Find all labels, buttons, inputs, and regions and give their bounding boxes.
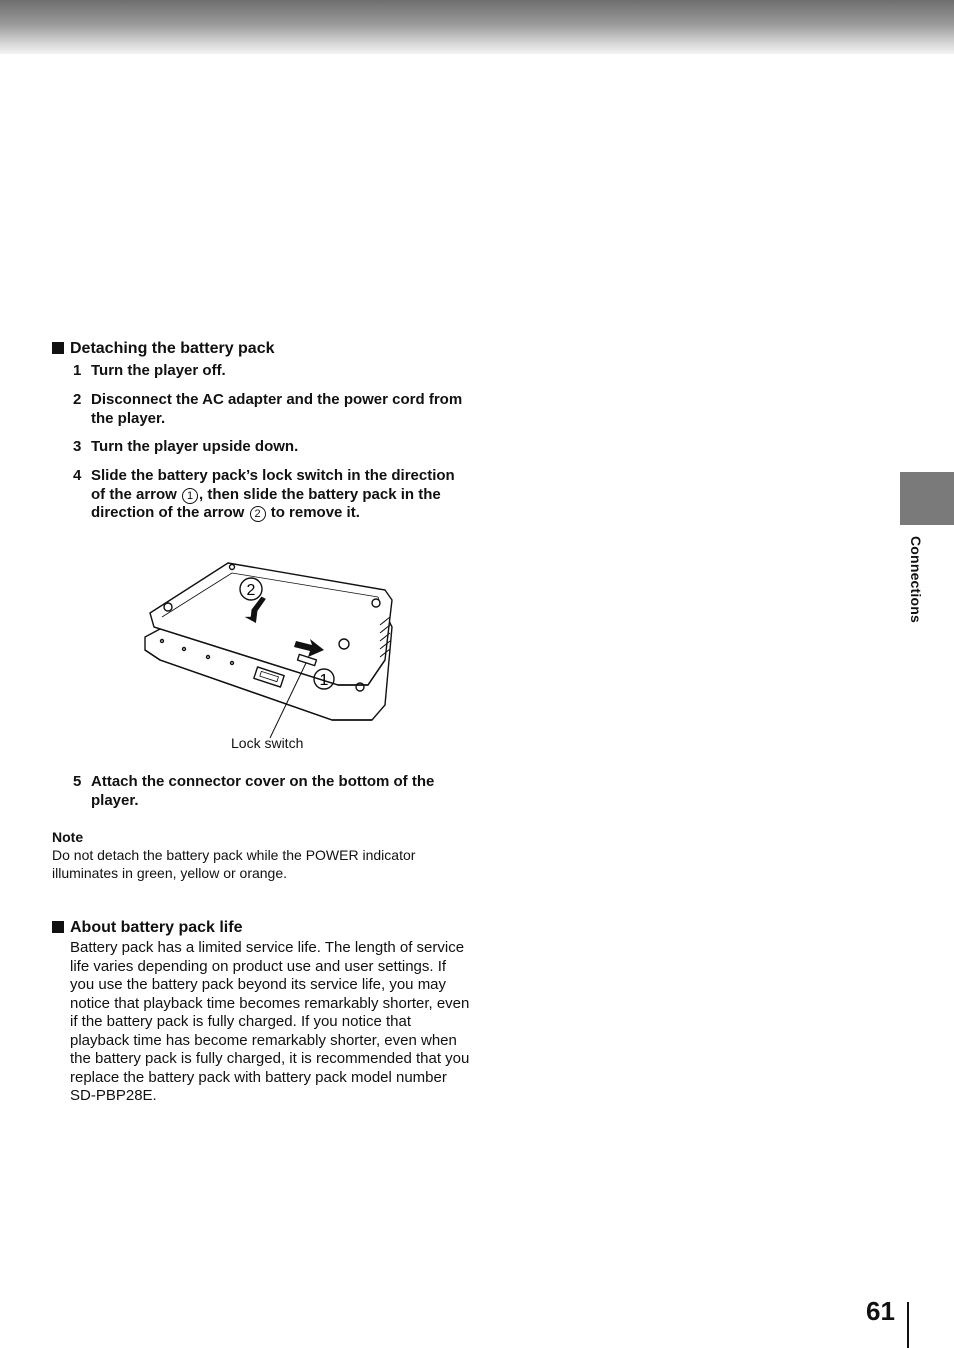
step-1 bbox=[73, 362, 473, 381]
chapter-tab-marker bbox=[900, 472, 954, 525]
figure-marker-2: 2 bbox=[246, 582, 256, 599]
step-2 bbox=[73, 391, 473, 428]
step-text: Turn the player off. bbox=[91, 362, 226, 379]
circled-number-2-icon: 2 bbox=[250, 506, 266, 522]
step-number: 2 bbox=[73, 391, 82, 408]
header-gradient-band bbox=[0, 0, 954, 54]
section-heading-text: Detaching the battery pack bbox=[70, 340, 275, 357]
note-body: Do not detach the battery pack while the POWER indicator illuminates in green, yellow or orange. bbox=[52, 847, 416, 881]
step-text-part: , then slide the battery pack in the direction of the arrow bbox=[91, 485, 441, 521]
step-text-part: Slide the battery pack’s lock switch in the direction of the arrow bbox=[91, 467, 455, 503]
step-text: Turn the player upside down. bbox=[91, 438, 299, 455]
step-number: 5 bbox=[73, 773, 82, 790]
chapter-tab-label: Connections bbox=[908, 536, 924, 623]
step-text: Attach the connector cover on the bottom of the player. bbox=[91, 773, 435, 809]
page-number-rule bbox=[907, 1302, 909, 1348]
figure-marker-1: 1 bbox=[319, 672, 329, 689]
battery-life-paragraph: Battery pack has a limited service life. The length of service life varies depending on product use and user settings. If you use the battery pack beyond its service life, you may notice that playback time becomes remarkably shorter, even if the battery pack is fully charged. If you notice that playback time has become remarkably shorter, even when the battery pack is fully charged, it is recommended that you replace the battery pack with battery pack model number SD-PBP28E. bbox=[70, 939, 470, 1104]
step-text-part: to remove it. bbox=[266, 504, 360, 521]
figure-caption: Lock switch bbox=[231, 735, 304, 751]
player-underside-drawing bbox=[140, 555, 470, 745]
square-bullet-icon bbox=[52, 921, 64, 933]
step-number: 4 bbox=[73, 467, 82, 484]
circled-number-1-icon: 1 bbox=[182, 488, 198, 504]
section-heading-detaching bbox=[52, 339, 275, 359]
step-3 bbox=[73, 438, 473, 457]
battery-detach-illustration bbox=[140, 555, 470, 745]
page-number: 61 bbox=[866, 1296, 895, 1326]
section-heading-text: About battery pack life bbox=[70, 919, 243, 936]
step-text bbox=[91, 467, 473, 523]
step-text: Disconnect the AC adapter and the power cord from the player. bbox=[91, 391, 463, 427]
step-number: 3 bbox=[73, 438, 82, 455]
step-4 bbox=[73, 467, 473, 523]
section-heading-battery-life bbox=[52, 918, 242, 938]
step-5 bbox=[73, 773, 473, 810]
note-title: Note bbox=[52, 829, 84, 845]
square-bullet-icon bbox=[52, 342, 64, 354]
step-number: 1 bbox=[73, 362, 82, 379]
